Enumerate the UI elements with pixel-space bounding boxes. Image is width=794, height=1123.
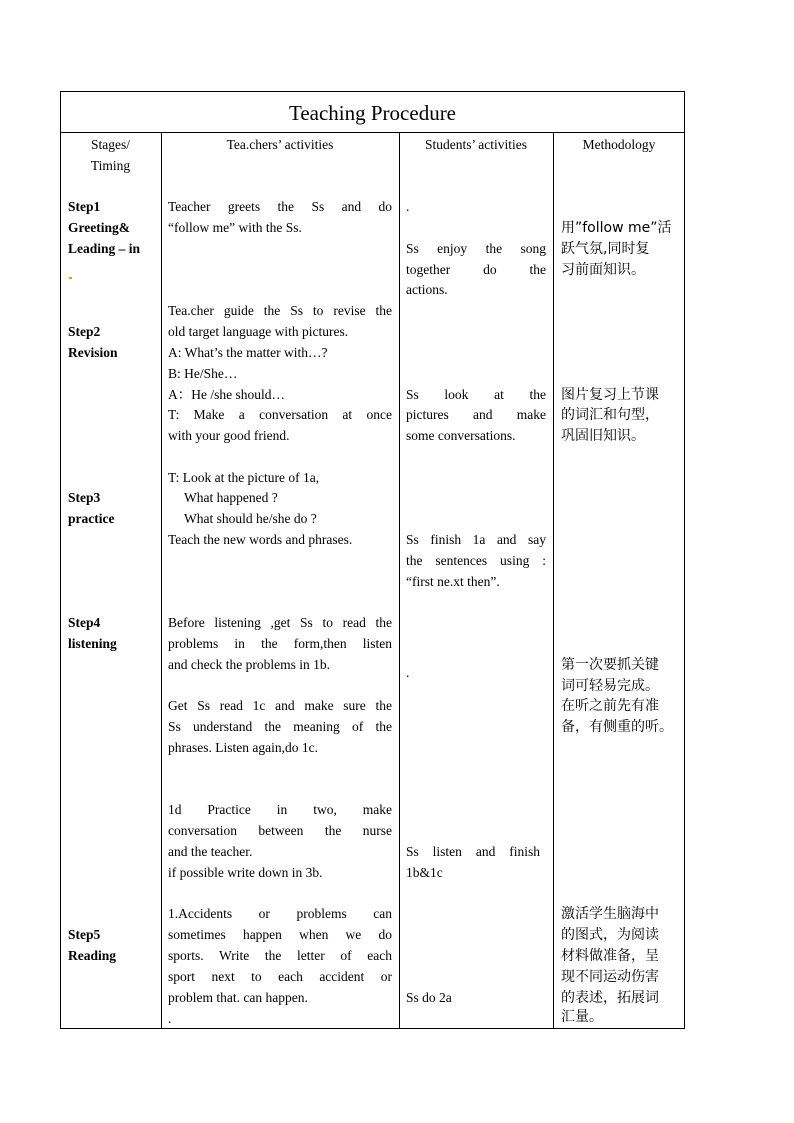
teacher-text: B: He/She… (168, 366, 238, 381)
teacher-text: Ss understand the meaning of the (168, 719, 392, 734)
student-text: “first ne.xt then”. (406, 574, 500, 589)
method-text: 用”follow me”活 (561, 220, 672, 236)
header-teachers-activities: Tea.chers’ activities (226, 137, 334, 152)
student-text: . (406, 199, 410, 214)
teacher-text: with your good friend. (168, 428, 290, 443)
teacher-text: if possible write down in 3b. (168, 865, 323, 880)
method-text: 材料做准备，呈 (561, 948, 659, 964)
student-text: some conversations. (406, 428, 516, 443)
teacher-text: What happened ? (184, 490, 278, 505)
method-text: 现不同运动伤害 (561, 969, 659, 985)
teacher-text: T: Look at the picture of 1a, (168, 470, 320, 485)
step1-name-2: Leading – in (68, 241, 141, 256)
header-stages: Stages/ (91, 137, 130, 152)
teacher-text: sometimes happen when we do (168, 927, 392, 942)
step2-name: Revision (68, 345, 118, 360)
step3-name: practice (68, 511, 115, 526)
teacher-text: phrases. Listen again,do 1c. (168, 740, 318, 755)
step2-label: Step2 (68, 324, 101, 339)
teacher-text: and the teacher. (168, 844, 253, 859)
step5-label: Step5 (68, 927, 101, 942)
column-divider-3 (553, 132, 554, 1029)
teacher-text: Get Ss read 1c and make sure the (168, 698, 392, 713)
step3-label: Step3 (68, 490, 101, 505)
title-divider (60, 132, 685, 133)
step4-label: Step4 (68, 615, 101, 630)
method-text: 激活学生脑海中 (561, 906, 659, 922)
step5-name: Reading (68, 948, 117, 963)
column-divider-1 (161, 132, 162, 1029)
header-methodology: Methodology (582, 137, 656, 152)
method-text: 备，有侧重的听。 (561, 719, 673, 735)
mark-dot (69, 277, 72, 279)
teacher-text: A: What’s the matter with…? (168, 345, 328, 360)
student-text: actions. (406, 282, 448, 297)
teacher-text: problem that. can happen. (168, 990, 308, 1005)
column-divider-2 (399, 132, 400, 1029)
teacher-text: Before listening ,get Ss to read the (168, 615, 392, 630)
method-text: 第一次要抓关键 (561, 657, 659, 673)
teacher-text: What should he/she do ? (184, 511, 317, 526)
teacher-text: old target language with pictures. (168, 324, 349, 339)
teacher-text: A：He /she should… (168, 387, 285, 402)
teacher-text: . (168, 1011, 172, 1026)
student-text: Ss enjoy the song (406, 241, 546, 256)
method-text: 习前面知识。 (561, 262, 645, 278)
student-text: the sentences using : (406, 553, 546, 568)
method-text: 的表述，拓展词 (561, 990, 659, 1006)
method-text: 巩固旧知识。 (561, 428, 645, 444)
teacher-text: T: Make a conversation at once (168, 407, 392, 422)
teacher-text: 1d Practice in two, make (168, 802, 392, 817)
student-text: Ss do 2a (406, 990, 452, 1005)
teacher-text: Tea.cher guide the Ss to revise the (168, 303, 392, 318)
teacher-text: sports. Write the letter of each (168, 948, 392, 963)
teacher-text: and check the problems in 1b. (168, 657, 330, 672)
method-text: 的图式，为阅读 (561, 927, 659, 943)
step4-name: listening (68, 636, 117, 651)
student-text: Ss look at the (406, 387, 546, 402)
header-students-activities: Students’ activities (424, 137, 528, 152)
method-text: 词可轻易完成。 (561, 678, 659, 694)
method-text: 在听之前先有准 (561, 698, 659, 714)
header-timing: Timing (90, 158, 131, 173)
student-text: 1b&1c (406, 865, 443, 880)
teacher-text: Teach the new words and phrases. (168, 532, 353, 547)
method-text: 跃气氛,同时复 (561, 241, 650, 257)
teacher-text: sport next to each accident or (168, 969, 392, 984)
student-text: . (406, 665, 410, 680)
method-text: 图片复习上节课 (561, 387, 659, 403)
student-text: pictures and make (406, 407, 546, 422)
method-text: 的词汇和句型， (561, 407, 659, 423)
teacher-text: problems in the form,then listen (168, 636, 392, 651)
teacher-text: Teacher greets the Ss and do (168, 199, 392, 214)
table-title: Teaching Procedure (288, 101, 457, 125)
step1-label: Step1 (68, 199, 101, 214)
method-text: 汇量。 (561, 1009, 603, 1025)
teacher-text: “follow me” with the Ss. (168, 220, 302, 235)
step1-name: Greeting& (68, 220, 130, 235)
student-text: together do the (406, 262, 546, 277)
student-text: Ss listen and finish (406, 844, 540, 859)
student-text: Ss finish 1a and say (406, 532, 546, 547)
teacher-text: conversation between the nurse (168, 823, 392, 838)
teacher-text: 1.Accidents or problems can (168, 906, 392, 921)
